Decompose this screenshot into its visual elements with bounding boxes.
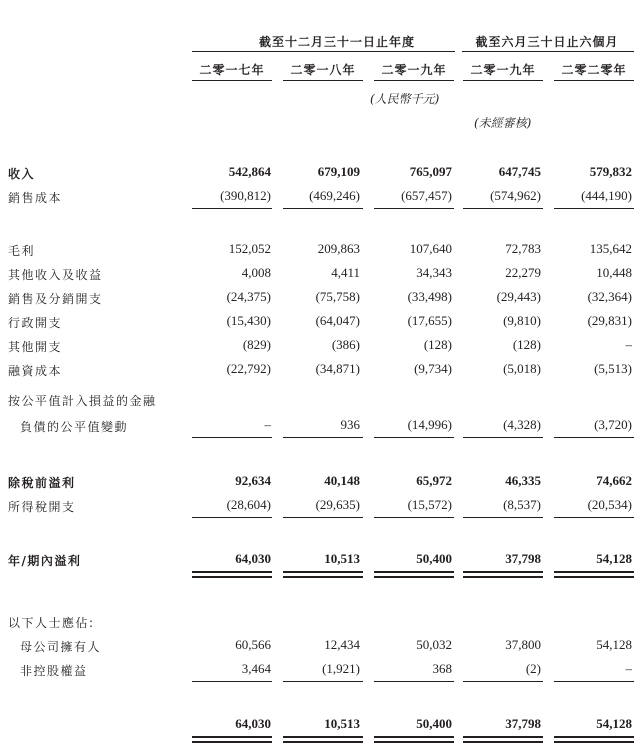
header-group-interim-rule (462, 51, 634, 52)
cell: 64,030 (235, 716, 271, 731)
cell: (64,047) (315, 313, 360, 328)
total-double-rule (463, 736, 543, 738)
cell: (128) (512, 337, 541, 352)
subtotal-rule (192, 681, 272, 682)
row-label-finance-costs: 融資成本 (8, 364, 63, 378)
cell: (5,018) (503, 361, 541, 376)
col-rule-4 (463, 80, 543, 81)
total-double-rule (554, 736, 634, 738)
total-double-rule (192, 576, 272, 578)
row-label-admin-expenses: 行政開支 (8, 316, 63, 330)
cell: 936 (340, 417, 360, 432)
col-rule-5 (554, 80, 634, 81)
cell: – (625, 661, 632, 676)
subtotal-rule (554, 681, 634, 682)
cell: (2) (525, 661, 541, 676)
cell: (574,962) (490, 188, 541, 203)
row-label-other-expenses: 其他開支 (8, 340, 63, 354)
row-label-income-tax: 所得稅開支 (8, 500, 76, 514)
subtotal-rule (192, 517, 272, 518)
cell: 12,434 (324, 637, 360, 652)
cell: (29,831) (587, 313, 632, 328)
col-header-2020-h1: 二零二零年 (561, 63, 627, 77)
col-header-2018: 二零一八年 (290, 63, 356, 77)
total-double-rule (374, 736, 454, 738)
total-double-rule (554, 576, 634, 578)
cell: 10,513 (324, 551, 360, 566)
cell: 54,128 (596, 716, 632, 731)
cell: 72,783 (505, 241, 541, 256)
col-rule-1 (192, 80, 272, 81)
subtotal-rule (374, 208, 454, 209)
cell: (8,537) (503, 497, 541, 512)
cell: 50,032 (416, 637, 452, 652)
cell: 92,634 (235, 473, 271, 488)
row-label-gross-profit: 毛利 (8, 244, 36, 258)
subtotal-rule (283, 517, 363, 518)
total-double-rule (283, 576, 363, 578)
cell: 542,864 (228, 164, 271, 179)
cell: (444,190) (581, 188, 632, 203)
subtotal-rule (374, 681, 454, 682)
subtotal-rule (283, 208, 363, 209)
cell: – (625, 337, 632, 352)
cell: 4,008 (241, 265, 271, 280)
cell: (386) (331, 337, 360, 352)
cell: (390,812) (220, 188, 271, 203)
unit-note: (人民幣千元) (370, 92, 440, 106)
cell: 54,128 (596, 551, 632, 566)
cell: 10,513 (324, 716, 360, 731)
cell: (14,996) (407, 417, 452, 432)
total-double-rule (283, 571, 363, 573)
row-label-owners-of-parent: 母公司擁有人 (20, 640, 102, 654)
subtotal-rule (374, 517, 454, 518)
cell: (9,734) (414, 361, 452, 376)
cell: (469,246) (309, 188, 360, 203)
cell: (75,758) (315, 289, 360, 304)
cell: 64,030 (235, 551, 271, 566)
row-label-fv-changes-line2: 負債的公平值變動 (20, 420, 129, 434)
total-double-rule (192, 741, 272, 743)
row-label-profit-for-period: 年/期內溢利 (8, 554, 82, 568)
row-label-revenue: 收入 (8, 167, 36, 181)
row-label-cost-of-sales: 銷售成本 (8, 191, 63, 205)
cell: 50,400 (416, 551, 452, 566)
total-double-rule (463, 741, 543, 743)
total-double-rule (192, 571, 272, 573)
total-double-rule (283, 741, 363, 743)
total-double-rule (374, 571, 454, 573)
cell: (829) (242, 337, 271, 352)
subtotal-rule (283, 681, 363, 682)
row-label-selling-expenses: 銷售及分銷開支 (8, 292, 103, 306)
cell: 135,642 (589, 241, 632, 256)
cell: (33,498) (407, 289, 452, 304)
cell: 368 (432, 661, 452, 676)
unaudited-note: (未經審核) (474, 116, 532, 130)
cell: 579,832 (589, 164, 632, 179)
cell: (20,534) (587, 497, 632, 512)
cell: (29,443) (496, 289, 541, 304)
cell: (32,364) (587, 289, 632, 304)
cell: 46,335 (505, 473, 541, 488)
cell: (4,328) (503, 417, 541, 432)
cell: 152,052 (228, 241, 271, 256)
row-label-attributable-to: 以下人士應佔: (8, 616, 95, 630)
cell: 37,798 (505, 716, 541, 731)
subtotal-rule (192, 437, 272, 438)
subtotal-rule (192, 208, 272, 209)
cell: 37,800 (505, 637, 541, 652)
cell: 60,566 (235, 637, 271, 652)
col-header-2019-h1: 二零一九年 (470, 63, 536, 77)
row-label-fv-changes-line1: 按公平值計入損益的金融 (8, 394, 157, 408)
cell: (29,635) (315, 497, 360, 512)
total-double-rule (463, 571, 543, 573)
cell: 34,343 (416, 265, 452, 280)
cell: (17,655) (407, 313, 452, 328)
cell: 679,109 (317, 164, 360, 179)
cell: (657,457) (401, 188, 452, 203)
cell: 54,128 (596, 637, 632, 652)
cell: 37,798 (505, 551, 541, 566)
cell: 65,972 (416, 473, 452, 488)
subtotal-rule (374, 437, 454, 438)
cell: 10,448 (596, 265, 632, 280)
subtotal-rule (554, 437, 634, 438)
cell: 40,148 (324, 473, 360, 488)
cell: (1,921) (322, 661, 360, 676)
total-double-rule (192, 736, 272, 738)
col-header-2017: 二零一七年 (199, 63, 265, 77)
total-double-rule (374, 576, 454, 578)
cell: 22,279 (505, 265, 541, 280)
row-label-profit-before-tax: 除稅前溢利 (8, 476, 76, 490)
header-group-annual-rule (192, 51, 455, 52)
subtotal-rule (554, 517, 634, 518)
total-double-rule (374, 741, 454, 743)
total-double-rule (463, 576, 543, 578)
cell: 647,745 (498, 164, 541, 179)
subtotal-rule (463, 437, 543, 438)
cell: (22,792) (226, 361, 271, 376)
cell: (128) (423, 337, 452, 352)
subtotal-rule (463, 208, 543, 209)
col-header-2019: 二零一九年 (381, 63, 447, 77)
row-label-non-controlling: 非控股權益 (20, 664, 88, 678)
subtotal-rule (463, 681, 543, 682)
cell: (24,375) (226, 289, 271, 304)
col-rule-3 (374, 80, 454, 81)
cell: – (264, 417, 271, 432)
row-label-other-income: 其他收入及收益 (8, 268, 103, 282)
cell: (28,604) (226, 497, 271, 512)
cell: 74,662 (596, 473, 632, 488)
cell: (34,871) (315, 361, 360, 376)
subtotal-rule (554, 208, 634, 209)
cell: 765,097 (409, 164, 452, 179)
total-double-rule (554, 571, 634, 573)
cell: 107,640 (409, 241, 452, 256)
header-group-interim: 截至六月三十日止六個月 (475, 35, 619, 49)
cell: 3,464 (241, 661, 271, 676)
subtotal-rule (463, 517, 543, 518)
cell: 50,400 (416, 716, 452, 731)
cell: (15,430) (226, 313, 271, 328)
total-double-rule (283, 736, 363, 738)
cell: (9,810) (503, 313, 541, 328)
total-double-rule (554, 741, 634, 743)
cell: (15,572) (407, 497, 452, 512)
subtotal-rule (283, 437, 363, 438)
cell: (5,513) (594, 361, 632, 376)
header-group-annual: 截至十二月三十一日止年度 (258, 35, 415, 49)
col-rule-2 (283, 80, 363, 81)
cell: 4,411 (331, 265, 360, 280)
cell: 209,863 (317, 241, 360, 256)
cell: (3,720) (594, 417, 632, 432)
